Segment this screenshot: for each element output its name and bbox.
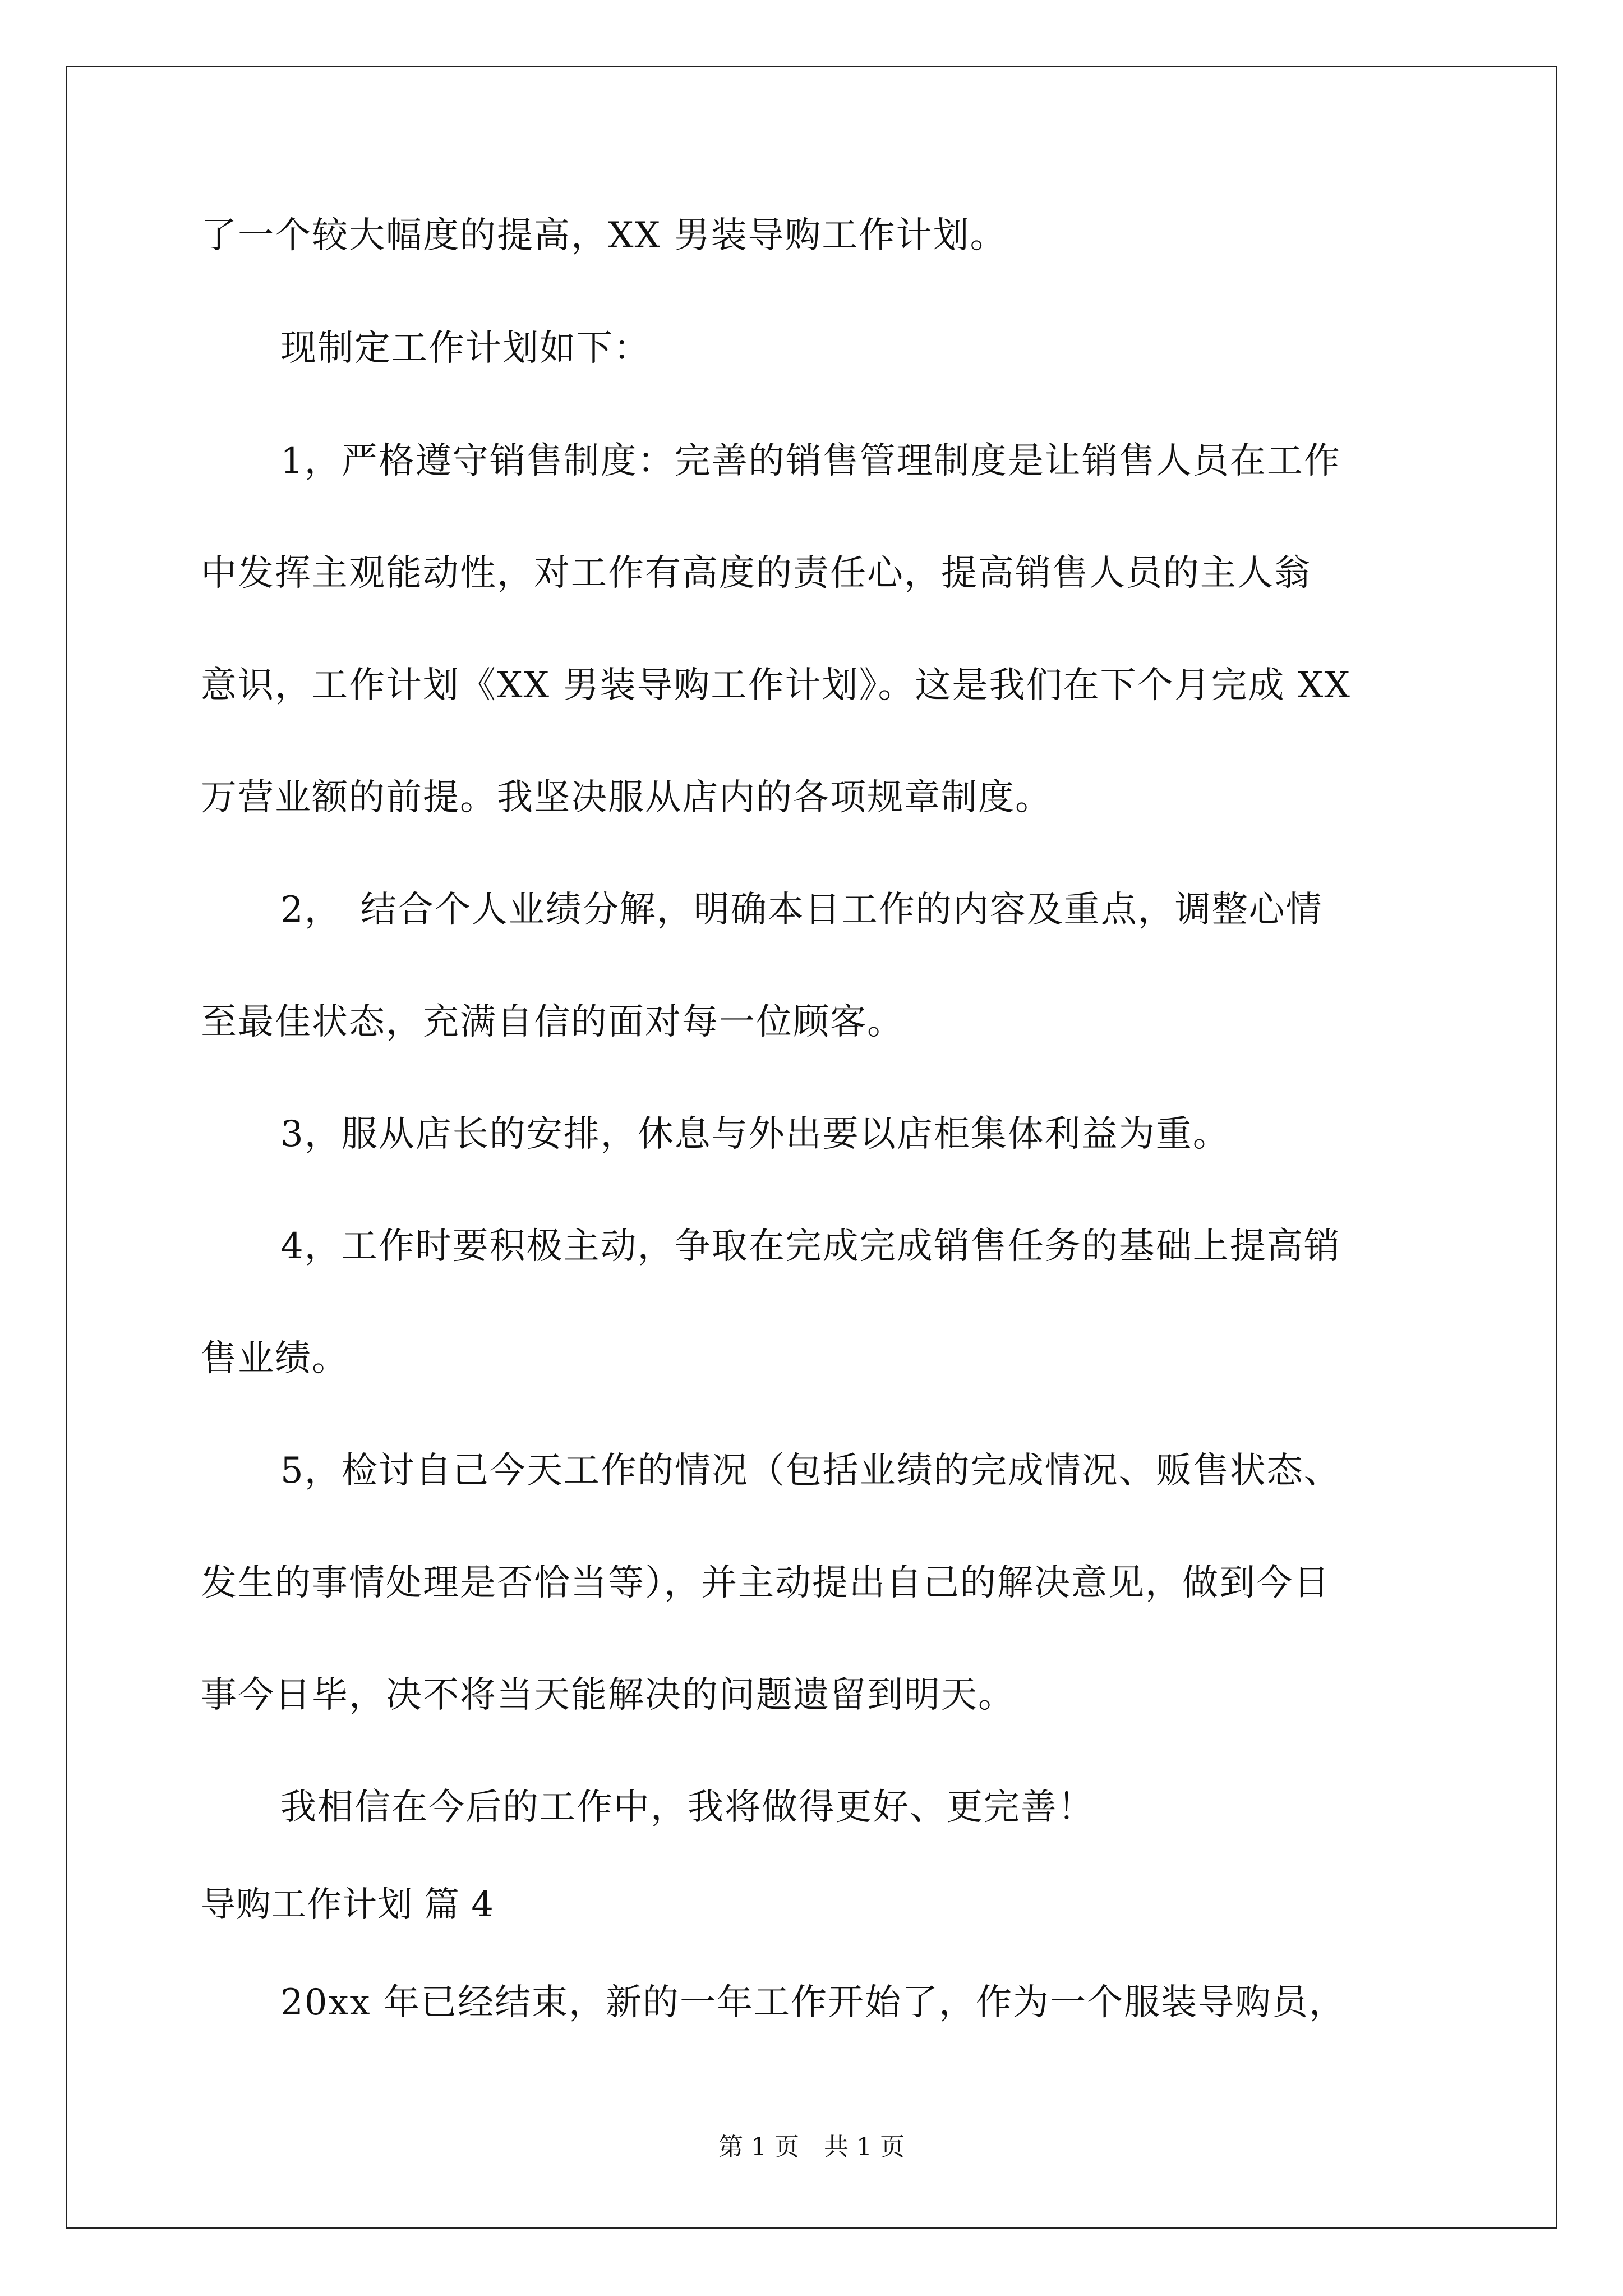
text-line-6: 万营业额的前提。我坚决服从店内的各项规章制度。 <box>201 777 1052 818</box>
text-line-15: 我相信在今后的工作中，我将做得更好、更完善！ <box>280 1787 1095 1828</box>
text-line-1: 了一个较大幅度的提高，XX 男装导购工作计划。 <box>201 215 1007 256</box>
text-line-13: 发生的事情处理是否恰当等），并主动提出自己的解决意见，做到今日 <box>201 1562 1330 1604</box>
text-line-17: 20xx 年已经结束，新的一年工作开始了，作为一个服装导购员， <box>280 1982 1346 2023</box>
text-line-10: 4，工作时要积极主动，争取在完成完成销售任务的基础上提高销 <box>280 1226 1341 1267</box>
text-line-9: 3，服从店长的安排，休息与外出要以店柜集体利益为重。 <box>280 1114 1230 1155</box>
text-line-3: 1，严格遵守销售制度：完善的销售管理制度是让销售人员在工作 <box>280 440 1341 482</box>
text-line-11: 售业绩。 <box>201 1338 349 1379</box>
page-footer: 第 1 页 共 1 页 <box>718 2133 905 2161</box>
text-line-4: 中发挥主观能动性，对工作有高度的责任心，提高销售人员的主人翁 <box>201 553 1311 594</box>
text-line-5: 意识，工作计划《XX 男装导购工作计划》。这是我们在下个月完成 XX <box>201 665 1351 706</box>
text-line-2: 现制定工作计划如下： <box>280 328 651 369</box>
text-line-7: 2， 结合个人业绩分解，明确本日工作的内容及重点，调整心情 <box>280 889 1323 931</box>
text-line-14: 事今日毕，决不将当天能解决的问题遗留到明天。 <box>201 1674 1015 1716</box>
section-heading: 导购工作计划 篇 4 <box>201 1884 494 1925</box>
text-line-12: 5，检讨自己今天工作的情况（包括业绩的完成情况、贩售状态、 <box>280 1450 1341 1492</box>
text-line-8: 至最佳状态，充满自信的面对每一位顾客。 <box>201 1001 904 1043</box>
